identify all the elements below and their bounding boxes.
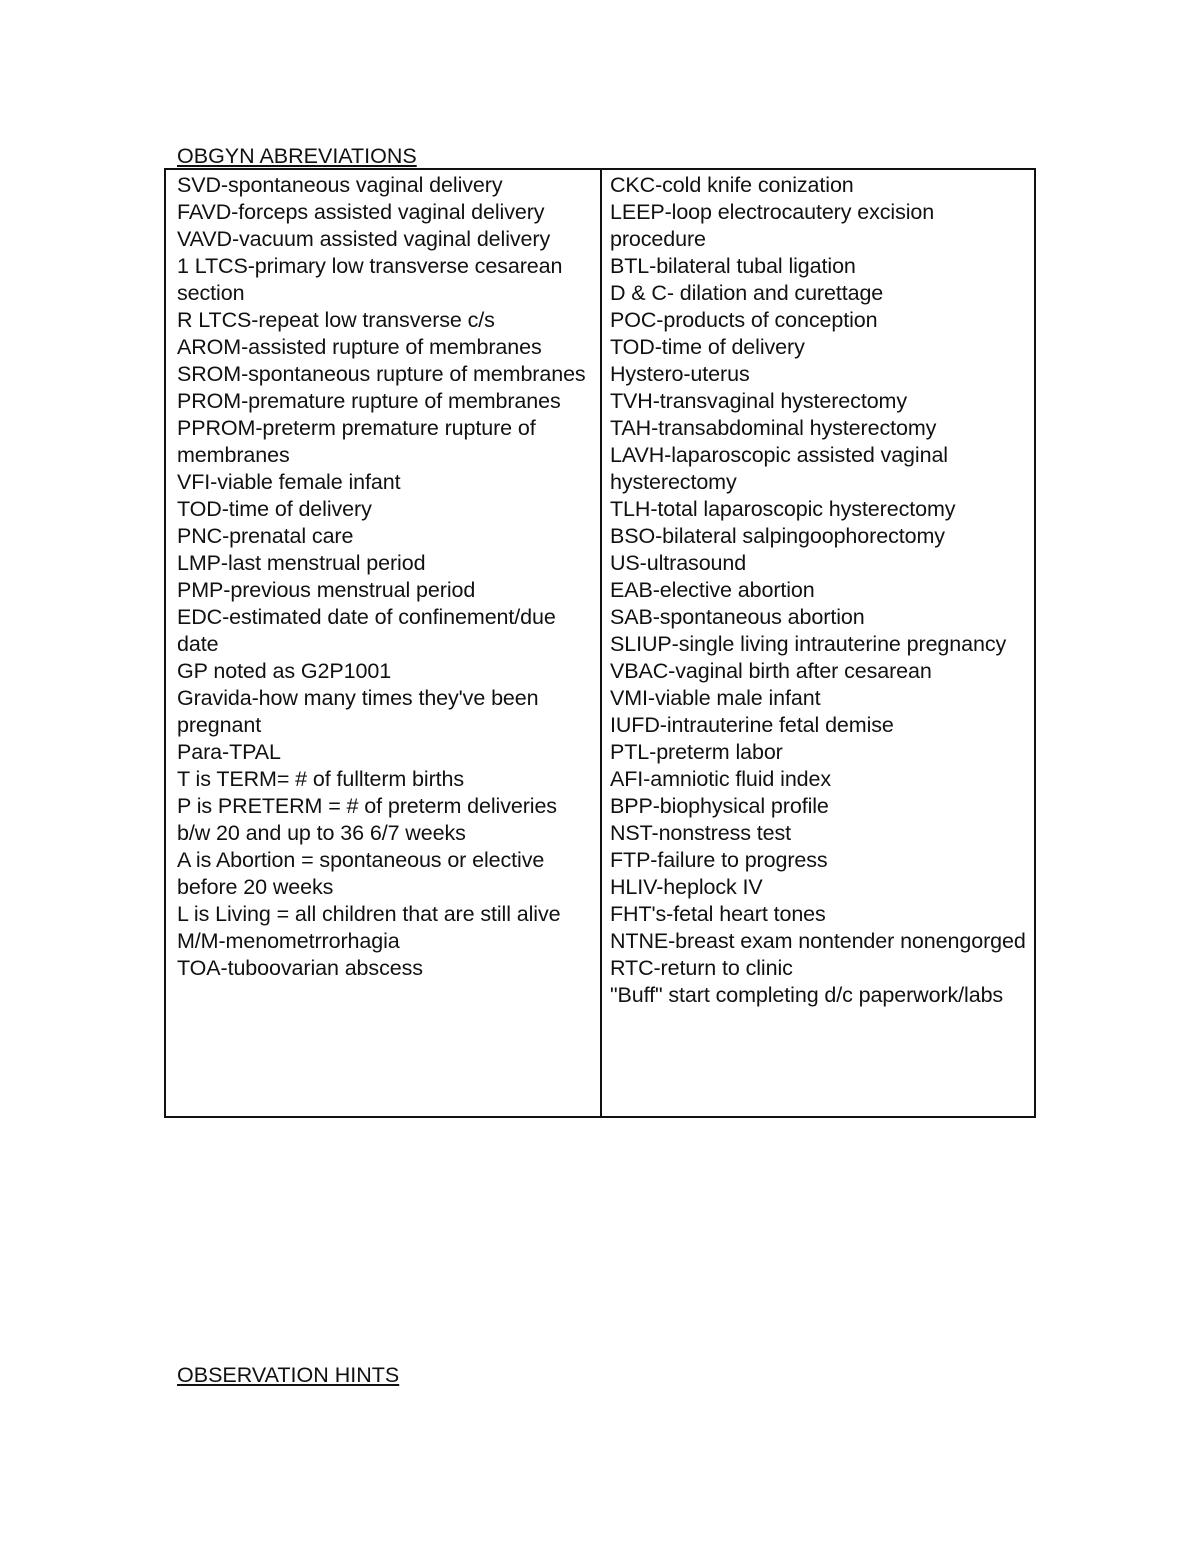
abbreviation-entry: T is TERM= # of fullterm births <box>177 767 465 791</box>
abbreviation-entry: PROM-premature rupture of membranes <box>177 389 561 413</box>
abbreviation-entry: PMP-previous menstrual period <box>177 578 476 602</box>
abbreviation-entry: LEEP-loop electrocautery excision procedure <box>610 200 935 251</box>
abbreviation-entry: BPP-biophysical profile <box>610 794 829 818</box>
abbreviation-entry: Hystero-uterus <box>610 362 750 386</box>
abbreviation-entry: SVD-spontaneous vaginal delivery <box>177 173 503 197</box>
abbreviation-entry: EAB-elective abortion <box>610 578 815 602</box>
abbreviation-entry: Gravida-how many times they've been pregnant <box>177 686 539 737</box>
abbreviation-entry: TOD-time of delivery <box>177 497 372 521</box>
abbreviation-entry: US-ultrasound <box>610 551 747 575</box>
abbreviation-entry: EDC-estimated date of confinement/due date <box>177 605 556 656</box>
abbreviation-entry: VBAC-vaginal birth after cesarean <box>610 659 932 683</box>
abbreviation-entry: IUFD-intrauterine fetal demise <box>610 713 894 737</box>
abbreviation-entry: SROM-spontaneous rupture of membranes <box>177 362 586 386</box>
abbreviation-entry: BTL-bilateral tubal ligation <box>610 254 856 278</box>
abbreviation-entry: VFI-viable female infant <box>177 470 401 494</box>
abbreviation-entry: TVH-transvaginal hysterectomy <box>610 389 908 413</box>
abbreviation-entry: Para-TPAL <box>177 740 281 764</box>
abbreviation-entry: BSO-bilateral salpingoophorectomy <box>610 524 945 548</box>
abbreviation-entry: AROM-assisted rupture of membranes <box>177 335 542 359</box>
abbreviation-entry: TOD-time of delivery <box>610 335 805 359</box>
abbreviation-entry: CKC-cold knife conization <box>610 173 854 197</box>
abbreviation-entry: M/M-menometrrorhagia <box>177 929 400 953</box>
abbreviation-entry: 1 LTCS-primary low transverse cesarean section <box>177 254 563 305</box>
abbreviation-entry: LMP-last menstrual period <box>177 551 426 575</box>
abbreviation-entry: LAVH-laparoscopic assisted vaginal hysterectomy <box>610 443 948 494</box>
abbreviation-entry: RTC-return to clinic <box>610 956 793 980</box>
abbreviation-entry: TLH-total laparoscopic hysterectomy <box>610 497 956 521</box>
abbreviation-entry: "Buff" start completing d/c paperwork/labs <box>610 983 1004 1007</box>
abbreviation-entry: P is PRETERM = # of preterm deliveries b/w 20 and up to 36 6/7 weeks <box>177 794 557 845</box>
abbreviations-table <box>164 168 1036 1118</box>
page-title: OBGYN ABREVIATIONS <box>177 144 417 168</box>
abbreviation-entry: VAVD-vacuum assisted vaginal delivery <box>177 227 551 251</box>
abbreviation-entry: PTL-preterm labor <box>610 740 783 764</box>
abbreviation-entry: A is Abortion = spontaneous or elective before 20 weeks <box>177 848 545 899</box>
right-column <box>610 172 1035 1009</box>
abbreviation-entry: SAB-spontaneous abortion <box>610 605 865 629</box>
abbreviation-entry: POC-products of conception <box>610 308 878 332</box>
abbreviation-entry: TOA-tuboovarian abscess <box>177 956 423 980</box>
abbreviation-entry: D & C- dilation and curettage <box>610 281 884 305</box>
abbreviation-entry: HLIV-heplock IV <box>610 875 763 899</box>
abbreviation-entry: PPROM-preterm premature rupture of membranes <box>177 416 536 467</box>
section-title: OBSERVATION HINTS <box>177 1363 400 1387</box>
abbreviation-entry: FAVD-forceps assisted vaginal delivery <box>177 200 545 224</box>
abbreviation-entry: FHT's-fetal heart tones <box>610 902 826 926</box>
abbreviation-entry: PNC-prenatal care <box>177 524 354 548</box>
abbreviation-entry: VMI-viable male infant <box>610 686 821 710</box>
abbreviation-entry: TAH-transabdominal hysterectomy <box>610 416 937 440</box>
abbreviation-entry: NST-nonstress test <box>610 821 792 845</box>
abbreviation-entry: GP noted as G2P1001 <box>177 659 392 683</box>
abbreviation-entry: AFI-amniotic fluid index <box>610 767 832 791</box>
abbreviation-entry: L is Living = all children that are still alive <box>177 902 561 926</box>
abbreviation-entry: SLIUP-single living intrauterine pregnancy <box>610 632 1007 656</box>
abbreviation-entry: FTP-failure to progress <box>610 848 828 872</box>
abbreviation-entry: NTNE-breast exam nontender nonengorged <box>610 929 1026 953</box>
left-column <box>177 172 595 982</box>
abbreviation-entry: R LTCS-repeat low transverse c/s <box>177 308 495 332</box>
column-divider <box>600 170 602 1116</box>
